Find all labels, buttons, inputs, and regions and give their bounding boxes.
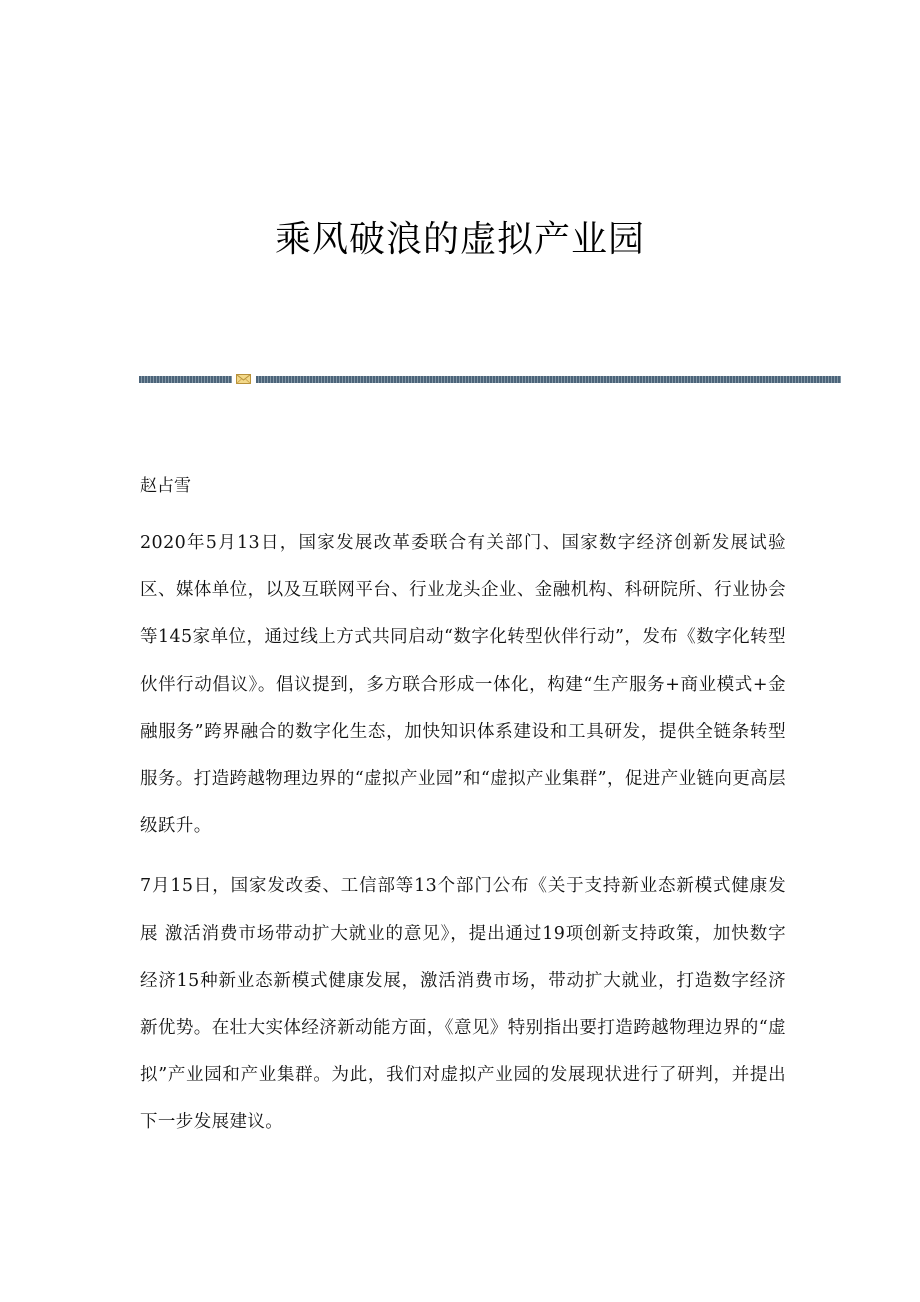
title-divider [139,372,841,386]
paragraph: 2020年5月13日，国家发展改革委联合有关部门、国家数字经济创新发展试验区、媒体单位，以及互联网平台、行业龙头企业、金融机构、科研院所、行业协会等145家单位，通过线上方式共同启动“数字化转型伙伴行动”，发布《数字化转型伙伴行动倡议》。倡议提到，多方联合形成一体化，构建“生产服务+商业模式+金融服务”跨界融合的数字化生态，加快知识体系建设和工具研发，提供全链条转型服务。打造跨越物理边界的“虚拟产业园”和“虚拟产业集群”，促进产业链向更高层级跃升。 [140,533,786,837]
divider-bar-left [139,376,232,383]
article-body [140,520,786,1160]
envelope-ornament-icon [236,372,251,386]
document-title: 乘风破浪的虚拟产业园 [274,219,645,260]
paragraph: 7月15日，国家发改委、工信部等13个部门公布《关于支持新业态新模式健康发展 激活消费市场带动扩大就业的意见》，提出通过19项创新支持政策，加快数字经济15种新业态新模式健康发展，激活消费市场，带动扩大就业，打造数字经济新优势。在壮大实体经济新动能方面，《意见》特别指出要打造跨越物理边界的“虚拟”产业园和产业集群。为此，我们对虚拟产业园的发展现状进行了研判，并提出下一步发展建议。 [140,876,786,1133]
author-name: 赵占雪 [140,476,191,496]
divider-bar-right [256,376,841,383]
